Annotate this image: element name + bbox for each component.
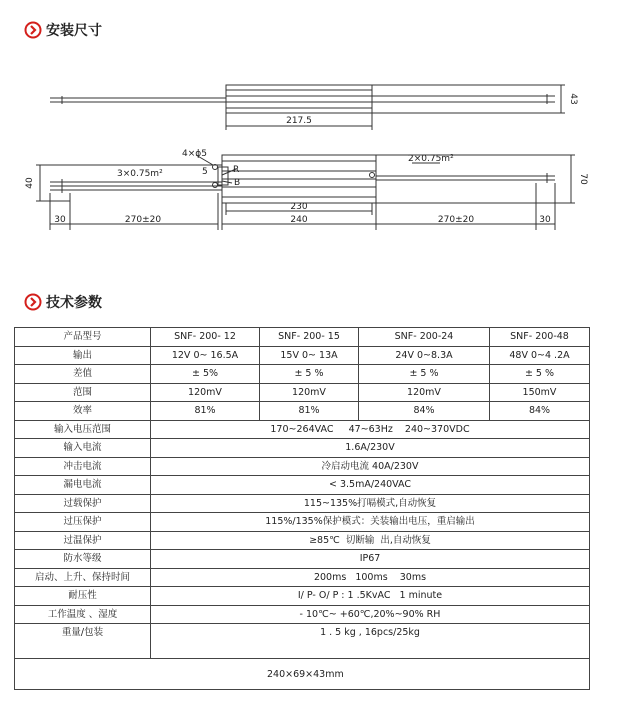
dimension-drawing xyxy=(0,55,625,235)
dim-30-left: 30 xyxy=(54,215,66,225)
table-cell: ± 5 % xyxy=(359,365,490,384)
table-cell: 工作温度 、湿度 xyxy=(15,605,151,624)
table-cell: SNF- 200-24 xyxy=(359,328,490,347)
size-text: 240×69×43mm xyxy=(267,668,344,680)
table-cell: 115%/135%保护模式：关装输出电压，重启输出 xyxy=(151,513,590,532)
table-cell: 耐压性 xyxy=(15,587,151,606)
table-cell: 防水等级 xyxy=(15,550,151,569)
table-row xyxy=(15,420,590,439)
table-cell: 范围 xyxy=(15,383,151,402)
dim-right-height: 70 xyxy=(578,173,588,185)
install-dimensions-title xyxy=(24,20,102,40)
table-row xyxy=(15,402,590,421)
table-cell: ± 5 % xyxy=(490,365,590,384)
dim-230: 230 xyxy=(290,202,308,212)
table-cell: 120mV xyxy=(260,383,359,402)
table-row xyxy=(15,494,590,513)
table-cell: 输入电压范围 xyxy=(15,420,151,439)
section-title-text: 安装尺寸 xyxy=(46,23,102,39)
table-row xyxy=(15,624,590,659)
table-cell: 24V 0~8.3A xyxy=(359,346,490,365)
table-cell: 过压保护 xyxy=(15,513,151,532)
technical-params-title xyxy=(24,292,102,312)
table-cell: 启动、上升、保持时间 xyxy=(15,568,151,587)
table-cell: SNF- 200-48 xyxy=(490,328,590,347)
table-row xyxy=(15,550,590,569)
table-cell: 15V 0~ 13A xyxy=(260,346,359,365)
table-cell: 170~264VAC 47~63Hz 240~370VDC xyxy=(151,420,590,439)
table-cell: 84% xyxy=(359,402,490,421)
table-cell: 漏电电流 xyxy=(15,476,151,495)
table-cell: 输入电流 xyxy=(15,439,151,458)
table-row xyxy=(15,328,590,347)
table-cell: 120mV xyxy=(359,383,490,402)
table-cell: 冷启动电流 40A/230V xyxy=(151,457,590,476)
table-cell: I/ P- O/ P : 1 .5KvAC 1 minute xyxy=(151,587,590,606)
table-cell: ± 5% xyxy=(151,365,260,384)
table-cell: 1 . 5 kg , 16pcs/25kg xyxy=(151,624,590,659)
dim-240: 240 xyxy=(290,215,308,225)
table-cell: SNF- 200- 15 xyxy=(260,328,359,347)
table-cell: 48V 0~4 .2A xyxy=(490,346,590,365)
dim-left-height: 40 xyxy=(25,177,35,189)
table-row xyxy=(15,476,590,495)
table-cell: < 3.5mA/240VAC xyxy=(151,476,590,495)
table-cell: 81% xyxy=(151,402,260,421)
hole-label: 4×ϕ5 xyxy=(182,149,207,159)
table-cell: ± 5 % xyxy=(260,365,359,384)
dim-small-5: 5 xyxy=(202,167,208,177)
table-row xyxy=(15,383,590,402)
section-title-text: 技术参数 xyxy=(46,295,102,311)
table-row xyxy=(15,605,590,624)
dim-wire-left: 270±20 xyxy=(124,215,162,225)
b-label: B xyxy=(234,178,241,188)
table-cell: 200ms 100ms 30ms xyxy=(151,568,590,587)
table-cell: 12V 0~ 16.5A xyxy=(151,346,260,365)
table-cell: 81% xyxy=(260,402,359,421)
r-label: R xyxy=(233,165,240,175)
table-row xyxy=(15,587,590,606)
size-cell xyxy=(15,659,590,690)
spec-table xyxy=(14,327,590,690)
dim-top-length: 217.5 xyxy=(286,116,312,126)
table-cell: 150mV xyxy=(490,383,590,402)
dim-30-right: 30 xyxy=(539,215,551,225)
table-cell: SNF- 200- 12 xyxy=(151,328,260,347)
table-cell: 1.6A/230V xyxy=(151,439,590,458)
table-cell: 产品型号 xyxy=(15,328,151,347)
table-row xyxy=(15,365,590,384)
wire-right-label: 2×0.75m² xyxy=(408,154,454,164)
table-cell: 过载保护 xyxy=(15,494,151,513)
table-cell: 冲击电流 xyxy=(15,457,151,476)
table-cell: 重量/包装 xyxy=(15,624,151,659)
dim-top-height: 43 xyxy=(568,93,578,105)
chevron-circle-icon xyxy=(24,293,42,311)
table-cell: 输出 xyxy=(15,346,151,365)
table-row xyxy=(15,513,590,532)
table-row xyxy=(15,531,590,550)
table-cell: IP67 xyxy=(151,550,590,569)
table-cell: - 10℃~ +60℃,20%~90% RH xyxy=(151,605,590,624)
dim-wire-right: 270±20 xyxy=(437,215,475,225)
table-cell: 115~135%打嗝模式,自动恢复 xyxy=(151,494,590,513)
table-cell: 效率 xyxy=(15,402,151,421)
table-row xyxy=(15,659,590,690)
table-cell: 84% xyxy=(490,402,590,421)
table-cell: 120mV xyxy=(151,383,260,402)
table-row xyxy=(15,568,590,587)
table-cell: 差值 xyxy=(15,365,151,384)
table-row xyxy=(15,439,590,458)
table-cell: 过温保护 xyxy=(15,531,151,550)
table-row xyxy=(15,346,590,365)
table-row xyxy=(15,457,590,476)
table-cell: ≥85℃ 切断输 出,自动恢复 xyxy=(151,531,590,550)
chevron-circle-icon xyxy=(24,21,42,39)
wire-left-label: 3×0.75m² xyxy=(117,169,163,179)
